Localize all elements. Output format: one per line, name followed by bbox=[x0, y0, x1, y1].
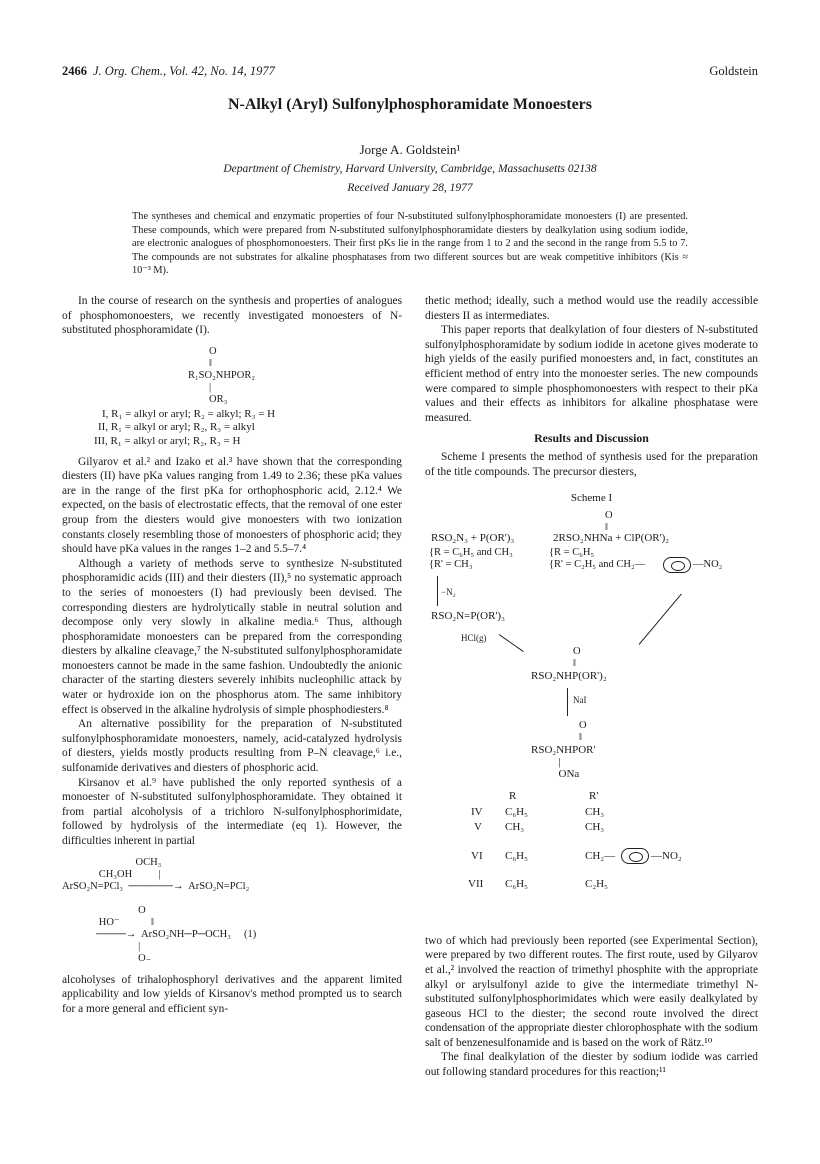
azide-substituents: {R = C₆H₅ and CH₃ {R' = CH₃ bbox=[429, 546, 513, 570]
compound-number: IV bbox=[471, 805, 483, 818]
received-date: Received January 28, 1977 bbox=[347, 182, 473, 194]
definition-III: III, R₁ = alkyl or aryl; R₂, R₃ = H bbox=[94, 434, 241, 447]
definition-I: I, R₁ = alkyl or aryl; R₂ = alkyl; R₃ = H bbox=[102, 407, 276, 420]
monoester-oxo: O ‖ bbox=[579, 719, 587, 743]
nitro-group: —NO₂ bbox=[651, 849, 682, 862]
scheme-title: Scheme I bbox=[570, 492, 613, 505]
right-column bbox=[425, 294, 758, 1080]
paragraph: Although a variety of methods serve to synthesize N-substituted phosphoramidic acids (III) and their diesters (II),⁵ no systematic approach to the series of monoesters (I) had previously been devised. The corresponding diesters are hydrolytically stable in neutral solution and decompose only very slowly in alkaline media.⁶ Thus, although phosphoramidate monoesters can be prepared from the corresponding diesters by alkaline cleavage,⁷ the N-substituted sulfonylphosphoramidate monoesters cannot be made in the same fashion. Undoubtedly the anionic character of the starting diesters severely inhibits nucleophilic attack by water or hydroxide ion on the phosphorus atom. The same inhibitory effect is observed in the alkaline hydrolysis of simple phosphodiesters.⁸ bbox=[62, 557, 402, 716]
left-column bbox=[62, 294, 402, 1016]
azide-reactants: RSO₂N₃ + P(OR')₃ bbox=[431, 531, 515, 544]
running-head-author: Goldstein bbox=[709, 64, 758, 78]
benzene-ring-icon bbox=[663, 557, 691, 573]
page-number: 2466 bbox=[62, 64, 87, 78]
abstract: The syntheses and chemical and enzymatic properties of four N-substituted sulfonylphosphoramidate monoesters (I) are presented. These compounds, which were prepared from N-substituted sulfonylphosphoramidate diesters by dealkylation using sodium iodide, are electronic analogues of phosphomonoesters. Their first pKs lie in the range from 1 to 2 and the second in the range from 5.5 to 7. The compounds are not substrates for alkaline phosphatases from two different sources but are weak competitive inhibitors (Kis ≈ 10⁻³ M). bbox=[132, 211, 688, 277]
paragraph: This paper reports that dealkylation of four diesters of N-substituted sulfonylphosphoramidate by sodium iodide in acetone gives moderate to high yields of the easily purified monoesters and, in fact, constitutes an efficient method of entry into the monoester series. The new compounds were compared to simple phosphomonoesters with respect to their pKa values and their effects as inhibitors for alkaline phosphatase were measured. bbox=[425, 324, 758, 424]
paragraph: Gilyarov et al.² and Izako et al.³ have shown that the corresponding diesters (II) have pKa values ranging from 1.49 to 2.36; these pKa values are in the range of the first pKa for orthophosphoric acid, 2.12.⁴ We expected, on the basis of electrostatic effects, that the removal of one ester group from the diesters would give monoesters with two ionization constants closely resembling those of monoesters of phosphoric acid; they should have pKa values in the ranges 1–2 and 5.5–7.⁴ bbox=[62, 455, 402, 556]
compound-r: C₆H₅ bbox=[505, 849, 528, 862]
amide-substituent-r: {R = C₆H₅ bbox=[549, 546, 595, 558]
chlorophosphate-oxo: O ‖ bbox=[605, 509, 613, 533]
scheme-I bbox=[425, 510, 758, 928]
amide-substituent-rp: {R' = C₂H₅ and CH₂— bbox=[549, 558, 646, 570]
section-heading: Results and Discussion bbox=[534, 431, 649, 446]
article-title: N-Alkyl (Aryl) Sulfonylphosphoramidate Monoesters bbox=[227, 96, 592, 113]
compound-r: CH₃ bbox=[505, 820, 525, 833]
table-header-r: R bbox=[509, 789, 517, 802]
phosphorimidate: RSO₂N=P(OR')₃ bbox=[431, 609, 505, 622]
paragraph: thetic method; ideally, such a method would use the readily accessible diesters II as intermediates. bbox=[425, 295, 758, 322]
compound-rp: C₂H₅ bbox=[585, 877, 608, 890]
running-header bbox=[62, 64, 758, 82]
diagonal-arrow-right bbox=[639, 593, 682, 644]
structure-I: O ‖ R₁SO₂NHPOR₂ | OR₃ bbox=[188, 345, 255, 405]
amide-reactants: 2RSO₂NHNa + ClP(OR')₂ bbox=[553, 531, 670, 544]
compound-r: C₆H₅ bbox=[505, 805, 528, 818]
compound-rp: CH₃ bbox=[585, 820, 605, 833]
table-header-rp: R' bbox=[589, 789, 599, 802]
structure-definitions bbox=[62, 408, 402, 449]
journal-citation: J. Org. Chem., Vol. 42, No. 14, 1977 bbox=[93, 64, 275, 78]
definition-II: II, R₁ = alkyl or aryl; R₂, R₃ = alkyl bbox=[98, 421, 255, 434]
compound-r: C₆H₅ bbox=[505, 877, 528, 890]
diester-oxo: O ‖ bbox=[573, 645, 581, 669]
nai-label: NaI bbox=[573, 694, 587, 705]
author-name: Jorge A. Goldstein¹ bbox=[359, 142, 461, 157]
monoester-product: RSO₂NHPOR' | ONa bbox=[531, 743, 596, 780]
minus-n2-label: −N₂ bbox=[441, 586, 456, 597]
paragraph: In the course of research on the synthesis and properties of analogues of phosphomonoesters, we recently investigated monoesters of N-substituted phosphoramidate (I). bbox=[62, 295, 402, 337]
paragraph: The final dealkylation of the diester by sodium iodide was carried out following standard procedures for this reaction;¹¹ bbox=[425, 1051, 758, 1079]
compound-rp: CH₃ bbox=[585, 805, 605, 818]
hcl-label: HCl(g) bbox=[461, 632, 487, 643]
nitro-group: —NO₂ bbox=[693, 558, 723, 570]
header-left bbox=[62, 64, 275, 79]
paragraph: An alternative possibility for the preparation of N-substituted sulfonylphosphoramidate monoesters, namely, acid-catalyzed hydrolysis of diesters, yields mostly products resulting from P–N cleavage,⁶ i.e., sulfonamide derivatives and diesters of phosphoric acid. bbox=[62, 718, 402, 775]
compound-number: V bbox=[474, 820, 482, 833]
paragraph: two of which had previously been reported (see Experimental Section), were prepared by two different routes. The first route, used by Gilyarov et al.,² involved the reaction of trimethyl phosphite with the appropriate alkyl or arylsulfonyl azide to give the intermediate trimethyl N-substituted sulfonylphosphorimidates which were easily dealkylated by gaseous HCl to the diester; the second route involved the direct condensation of the appropriate diester chlorophosphate with the sodium salt of benzenesulfonamide and is based on the work of Rätz.¹⁰ bbox=[425, 934, 758, 1049]
down-arrow bbox=[437, 576, 438, 606]
compound-rp: CH₂— bbox=[585, 849, 616, 862]
affiliation: Department of Chemistry, Harvard University, Cambridge, Massachusetts 02138 bbox=[223, 163, 597, 175]
paragraph: alcoholyses of trihalophosphoryl derivatives and the apparent limited applicability and low yields of Kirsanov's method prompted us to search for a more general and efficient syn- bbox=[62, 973, 402, 1015]
compound-number: VI bbox=[471, 849, 483, 862]
diagonal-arrow-left bbox=[499, 634, 524, 652]
paragraph: Kirsanov et al.⁹ have published the only reported synthesis of a monoester of N-substituted sulfonylphosphoramidate. They obtained it from partial alcoholysis of a trichloro N-sulfonylphosphorimidate, followed by hydrolysis of the intermediate (eq 1). However, the difficulties inherent in partial bbox=[62, 776, 402, 847]
diester: RSO₂NHP(OR')₂ bbox=[531, 669, 607, 682]
paragraph: Scheme I presents the method of synthesis used for the preparation of the title compounds. The precursor diesters, bbox=[425, 450, 758, 478]
equation-1: OCH₃ CH₃OH | ArSO₂N=PCl₃ ──────→ ArSO₂N=PCl₂ O HO⁻ ‖ ────→ ArSO₂NH─P─OCH₃ (1) | O₋ bbox=[62, 856, 257, 964]
benzene-ring-icon bbox=[621, 848, 649, 864]
compound-number: VII bbox=[468, 877, 484, 890]
down-arrow bbox=[567, 688, 568, 716]
